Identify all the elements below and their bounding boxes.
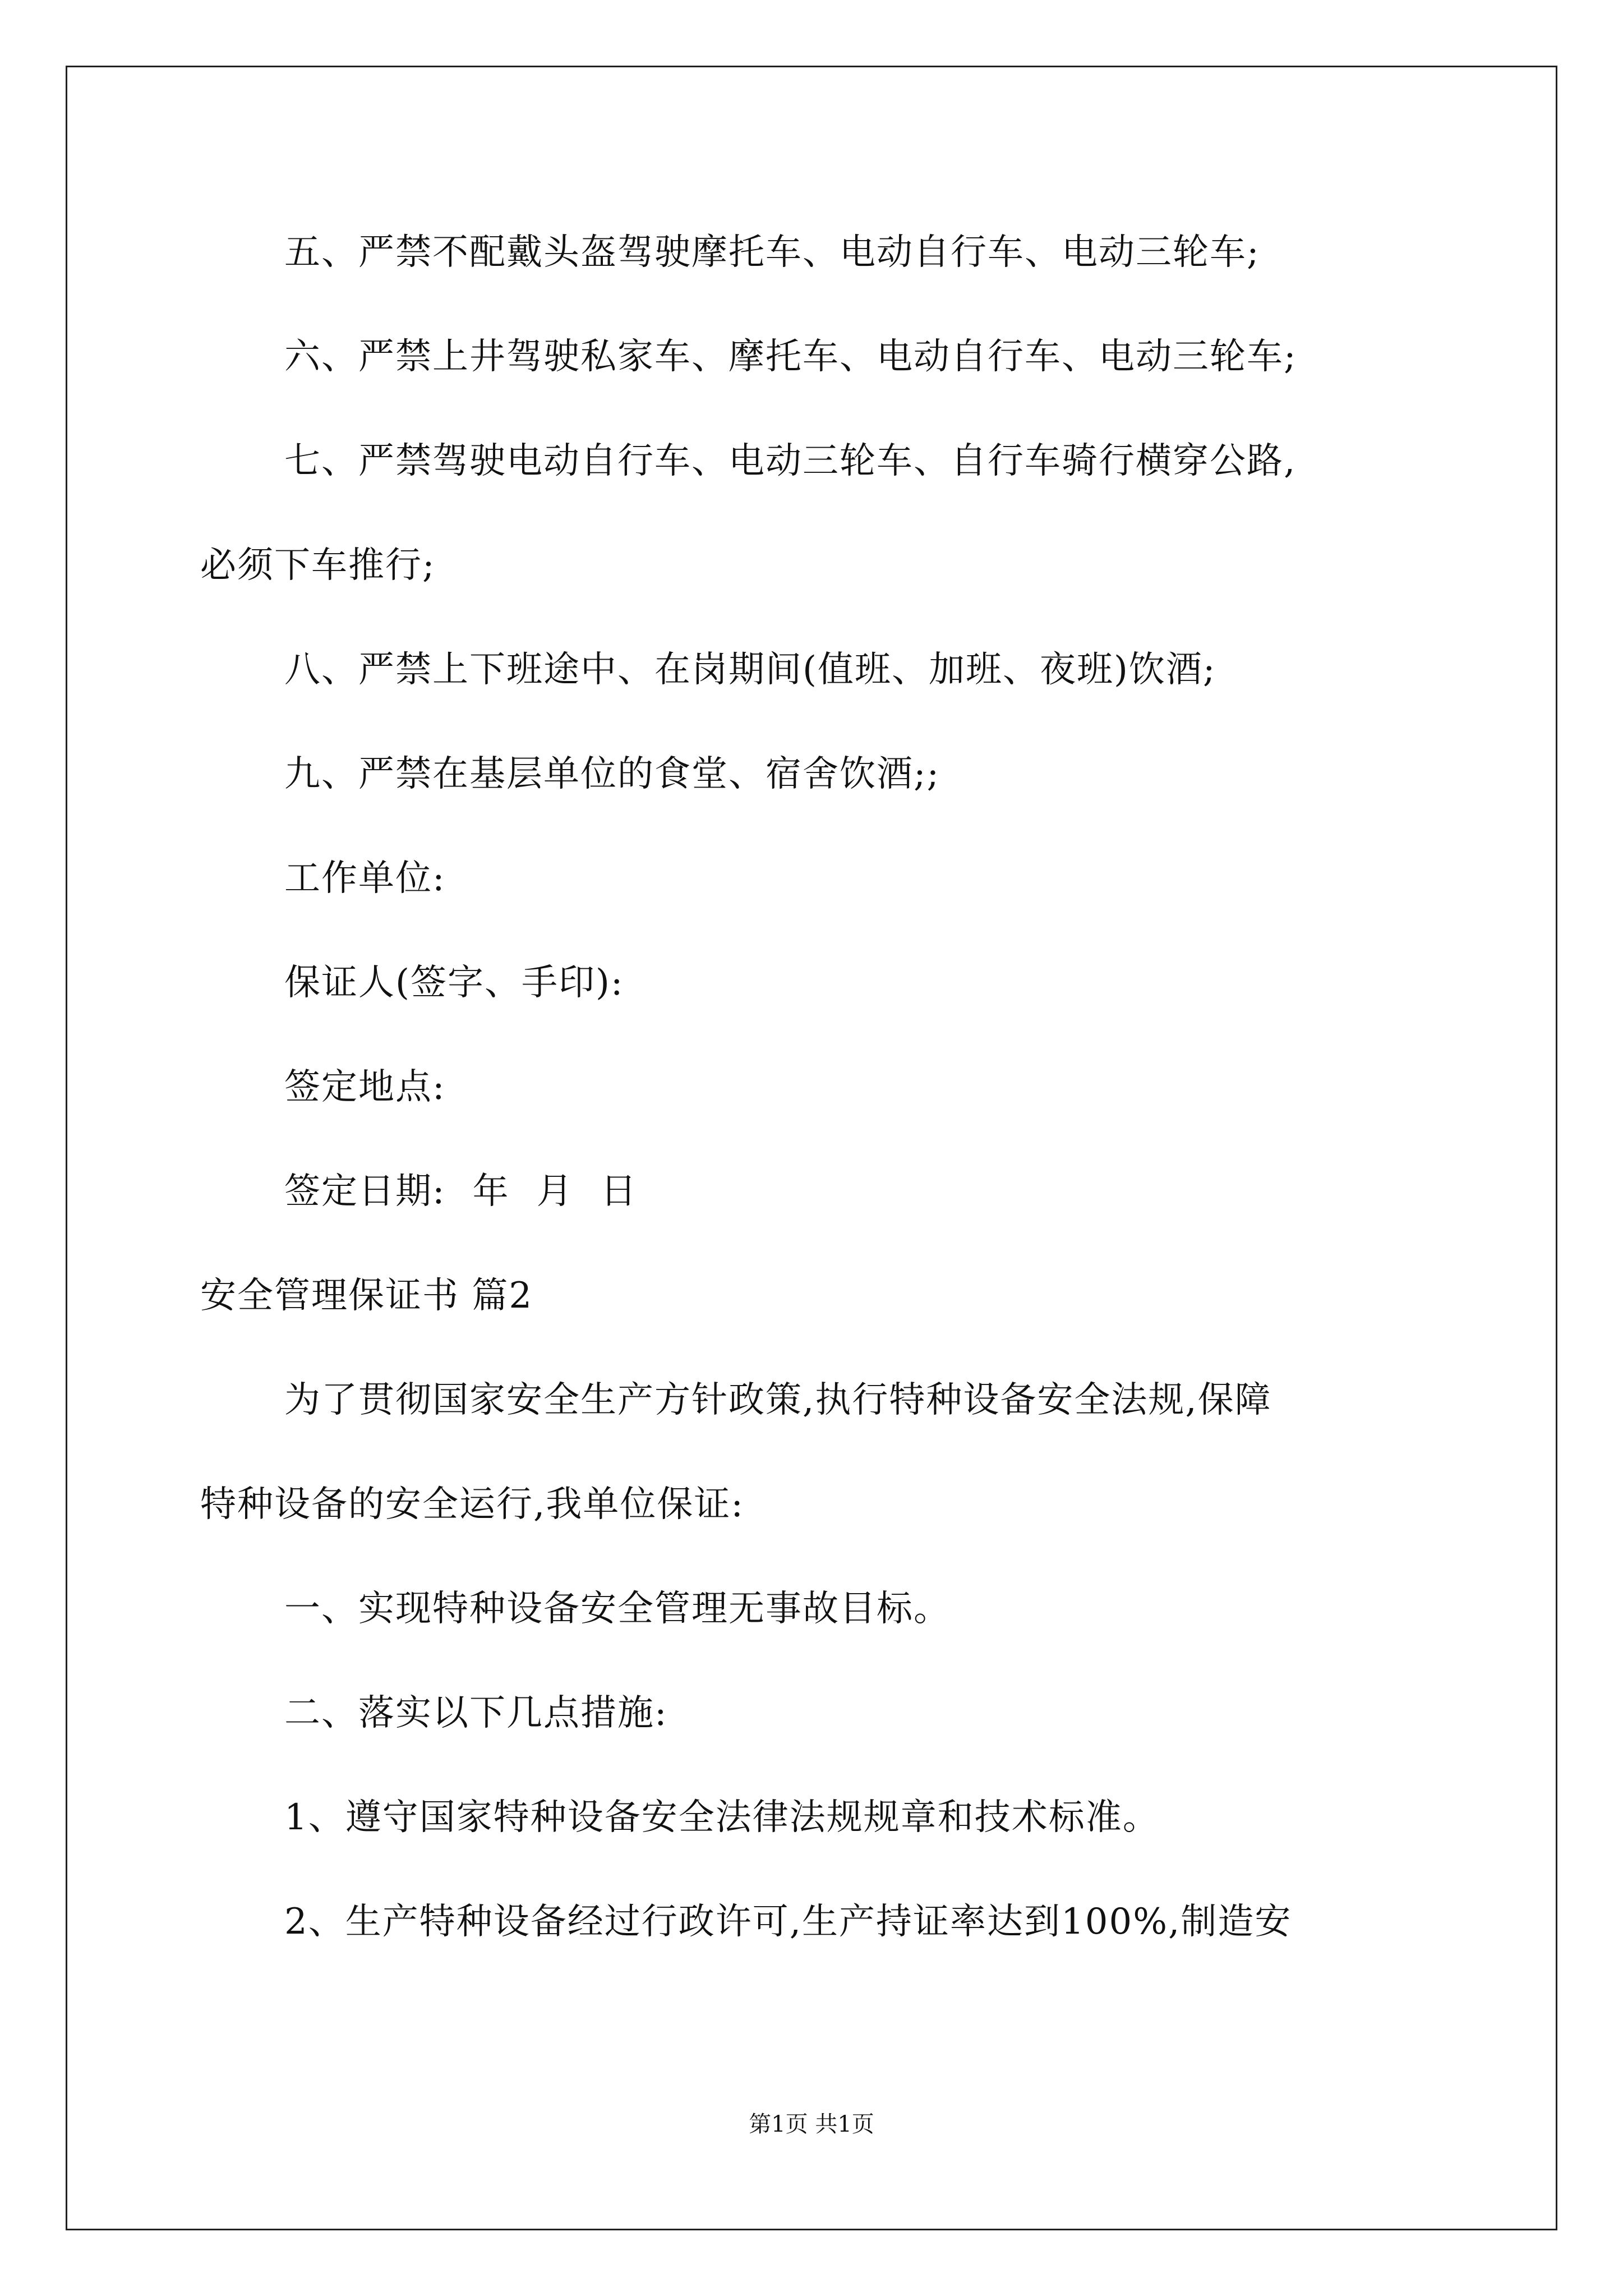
date-day: 日: [600, 1171, 638, 1212]
page-footer: 第1页 共1页: [749, 2111, 874, 2137]
paragraph-intro: 为了贯彻国家安全生产方针政策,执行特种设备安全法规,保障: [284, 1379, 1272, 1421]
date-month: 月: [536, 1171, 574, 1212]
paragraph-rule-5: 五、严禁不配戴头盔驾驶摩托车、电动自行车、电动三轮车;: [284, 232, 1260, 273]
paragraph-measure-2: 2、生产特种设备经过行政许可,生产持证率达到100%,制造安: [284, 1901, 1292, 1943]
paragraph-measure-1: 1、遵守国家特种设备安全法律法规规章和技术标准。: [284, 1797, 1160, 1838]
paragraph-measures: 二、落实以下几点措施:: [284, 1692, 668, 1734]
paragraph-goal: 一、实现特种设备安全管理无事故目标。: [284, 1588, 951, 1630]
signing-date-label: 签定日期:: [284, 1171, 446, 1212]
field-work-unit: 工作单位:: [284, 858, 446, 899]
paragraph-rule-9: 九、严禁在基层单位的食堂、宿舍饮酒;;: [284, 753, 940, 795]
paragraph-rule-7-continued: 必须下车推行;: [200, 545, 436, 586]
field-guarantor: 保证人(签字、手印):: [284, 962, 624, 1004]
paragraph-rule-7: 七、严禁驾驶电动自行车、电动三轮车、自行车骑行横穿公路,: [284, 440, 1297, 482]
paragraph-rule-8: 八、严禁上下班途中、在岗期间(值班、加班、夜班)饮酒;: [284, 649, 1216, 691]
paragraph-intro-continued: 特种设备的安全运行,我单位保证:: [200, 1484, 744, 1525]
field-signing-place: 签定地点:: [284, 1066, 446, 1108]
field-signing-date: [284, 1169, 638, 1214]
section-heading: 安全管理保证书 篇2: [200, 1275, 533, 1317]
paragraph-rule-6: 六、严禁上井驾驶私家车、摩托车、电动自行车、电动三轮车;: [284, 336, 1297, 378]
date-year: 年: [472, 1171, 510, 1212]
